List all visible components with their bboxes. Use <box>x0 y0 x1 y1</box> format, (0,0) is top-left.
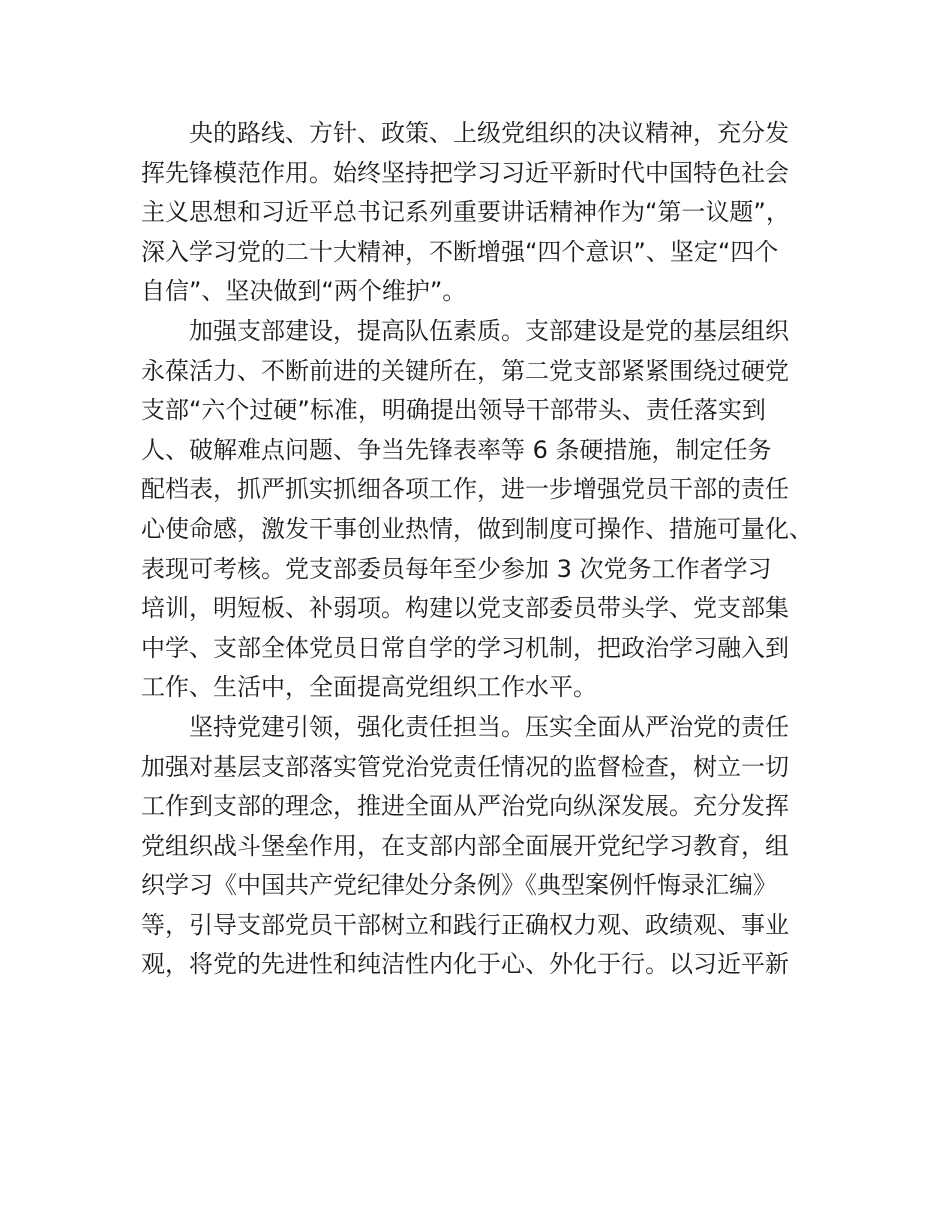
paragraph-line: 工作、生活中，全面提高党组织工作水平。 <box>141 673 597 702</box>
paragraph-line: 挥先锋模范作用。始终坚持把学习习近平新时代中国特色社会 <box>141 158 789 187</box>
paragraph-line: 主义思想和习近平总书记系列重要讲话精神作为“第一议题”， <box>141 198 790 227</box>
paragraph-line: 心使命感，激发干事创业热情，做到制度可操作、措施可量化、 <box>141 514 813 543</box>
paragraph-line: 支部“六个过硬”标准，明确提出领导干部带头、责任落实到 <box>141 396 766 425</box>
paragraph-line: 表现可考核。党支部委员每年至少参加 3 次党务工作者学习 <box>141 554 772 583</box>
paragraph-line: 工作到支部的理念，推进全面从严治党向纵深发展。充分发挥 <box>141 792 789 821</box>
paragraph-3 <box>141 708 841 985</box>
paragraph-line: 深入学习党的二十大精神，不断增强“四个意识”、坚定“四个 <box>141 237 779 266</box>
paragraph-line: 坚持党建引领，强化责任担当。压实全面从严治党的责任 <box>189 712 789 741</box>
document-body <box>141 114 841 985</box>
paragraph-line: 自信”、坚决做到“两个维护”。 <box>141 277 467 306</box>
paragraph-line: 观，将党的先进性和纯洁性内化于心、外化于行。以习近平新 <box>141 950 789 979</box>
paragraph-line: 加强支部建设，提高队伍素质。支部建设是党的基层组织 <box>189 316 789 345</box>
paragraph-line: 培训，明短板、补弱项。构建以党支部委员带头学、党支部集 <box>141 594 789 623</box>
paragraph-line: 等，引导支部党员干部树立和践行正确权力观、政绩观、事业 <box>141 910 789 939</box>
paragraph-line: 织学习《中国共产党纪律处分条例》《典型案例忏悔录汇编》 <box>141 871 777 900</box>
paragraph-1 <box>141 114 841 312</box>
paragraph-line: 人、破解难点问题、争当先锋表率等 6 条硬措施，制定任务 <box>141 435 772 464</box>
paragraph-line: 加强对基层支部落实管党治党责任情况的监督检查，树立一切 <box>141 752 789 781</box>
paragraph-line: 央的路线、方针、政策、上级党组织的决议精神，充分发 <box>189 119 789 147</box>
paragraph-line: 永葆活力、不断前进的关键所在，第二党支部紧紧围绕过硬党 <box>141 356 789 385</box>
paragraph-line: 党组织战斗堡垒作用，在支部内部全面展开党纪学习教育，组 <box>141 831 789 860</box>
paragraph-line: 配档表，抓严抓实抓细各项工作，进一步增强党员干部的责任 <box>141 475 789 504</box>
paragraph-2 <box>141 312 841 708</box>
paragraph-line: 中学、支部全体党员日常自学的学习机制，把政治学习融入到 <box>141 633 789 662</box>
